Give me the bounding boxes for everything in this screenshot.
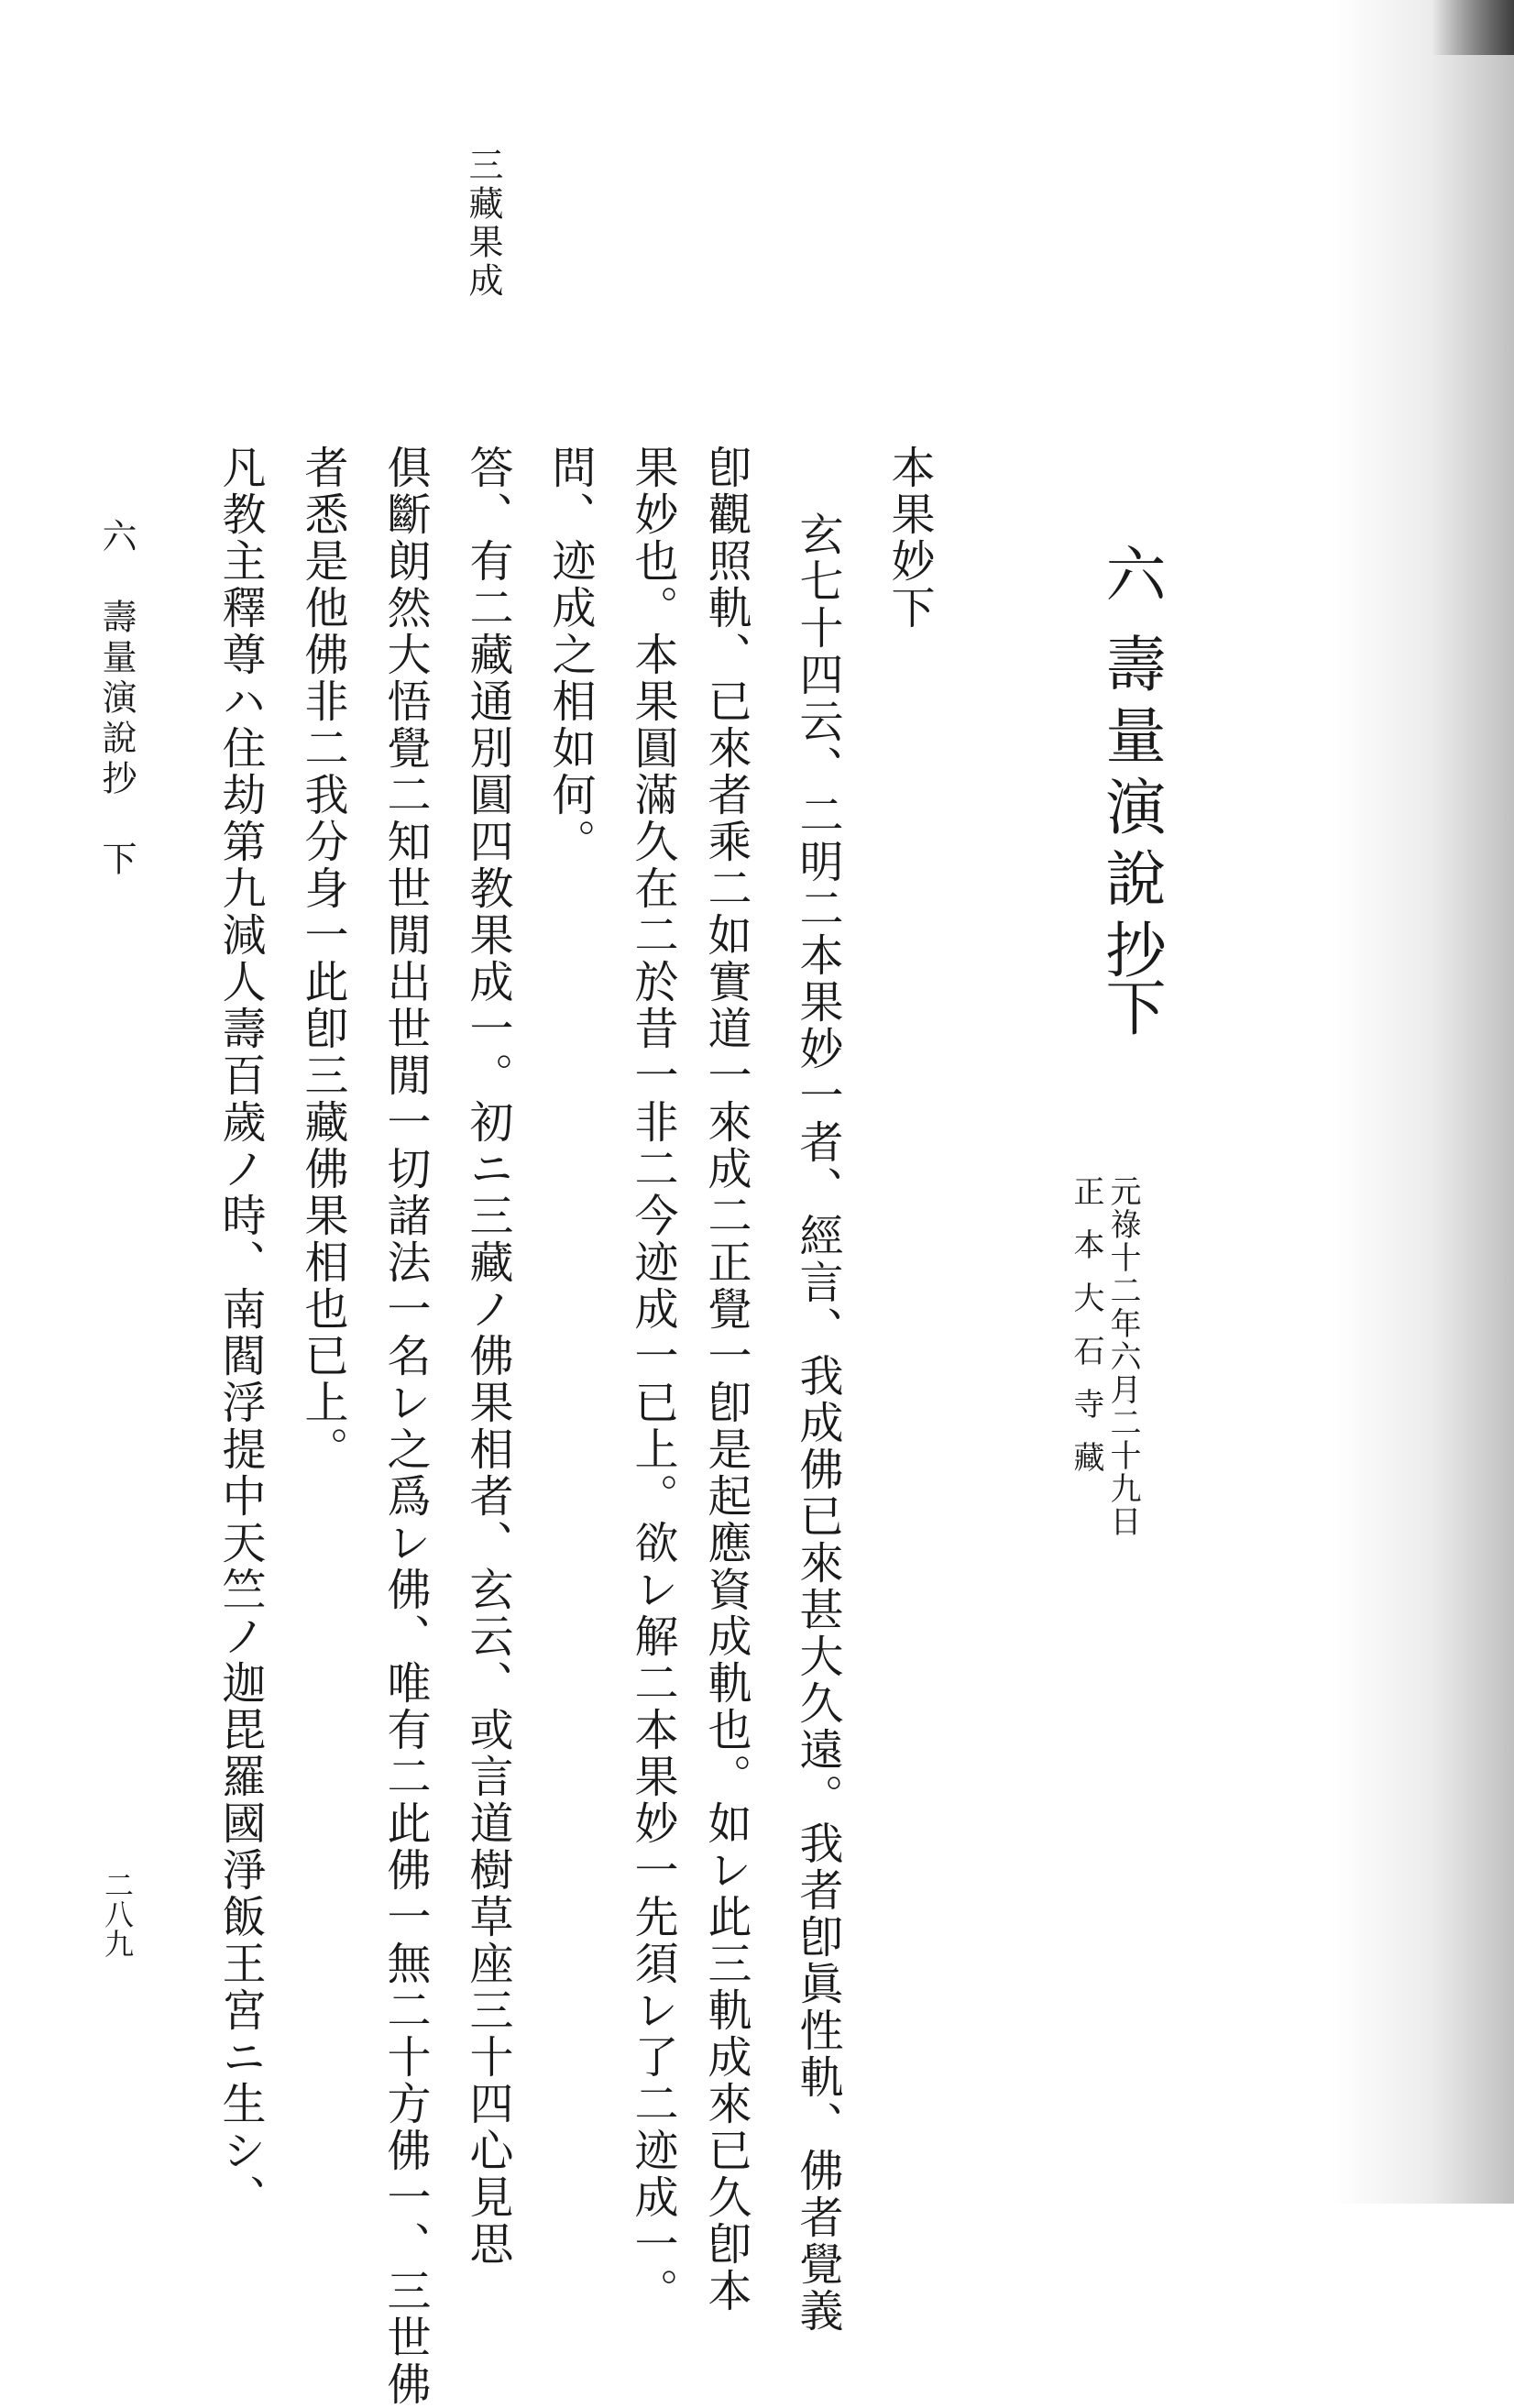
- body-line: 問、迹成之相如何。: [544, 445, 596, 865]
- body-line: 本果妙下: [883, 445, 935, 632]
- colophon-date: 元祿十二年六月二十九日: [1104, 1175, 1141, 1538]
- page-corner-shadow: [1432, 0, 1514, 55]
- body-line: 俱斷朗然大悟覺二知世閒出世閒一切諸法一名レ之爲レ佛、唯有二此佛一無二十方佛一、三世佛: [379, 445, 431, 2408]
- body-line: 凡教主釋尊ハ住劫第九減人壽百歲ノ時、南閻浮提中天竺ノ迦毘羅國淨飯王宮ニ生シ、: [214, 445, 266, 2221]
- body-line: 卽觀照軌、已來者乘二如實道一來成二正覺一卽是起應資成軌也。如レ此三軌成來已久卽本: [700, 445, 752, 2315]
- colophon-source: 正本大石寺藏: [1068, 1175, 1104, 1494]
- chapter-number: 六: [1095, 543, 1166, 616]
- side-note: 三藏果成: [463, 147, 503, 301]
- running-title: 六 壽量演說抄 下: [96, 518, 137, 881]
- page-number: 二八九: [100, 1870, 135, 1958]
- body-line: 者悉是他佛非二我分身一此卽三藏佛果相也已上。: [297, 445, 348, 1473]
- body-line: 答、有二藏通別圓四教果成一。初ニ三藏ノ佛果相者、玄云、或言道樹草座三十四心見思: [462, 445, 513, 2268]
- body-line: 果妙也。本果圓滿久在二於昔一非二今迹成一已上。欲レ解二本果妙一先須レ了二迹成一。: [627, 445, 678, 2315]
- document-volume: 下: [1095, 976, 1166, 1037]
- document-title: 壽量演說抄: [1095, 632, 1166, 990]
- body-line: 玄七十四云、二明二本果妙一者、經言、我成佛已來甚大久遠。我者卽眞性軌、佛者覺義: [792, 511, 843, 2335]
- page-edge-shadow: [1331, 0, 1514, 2204]
